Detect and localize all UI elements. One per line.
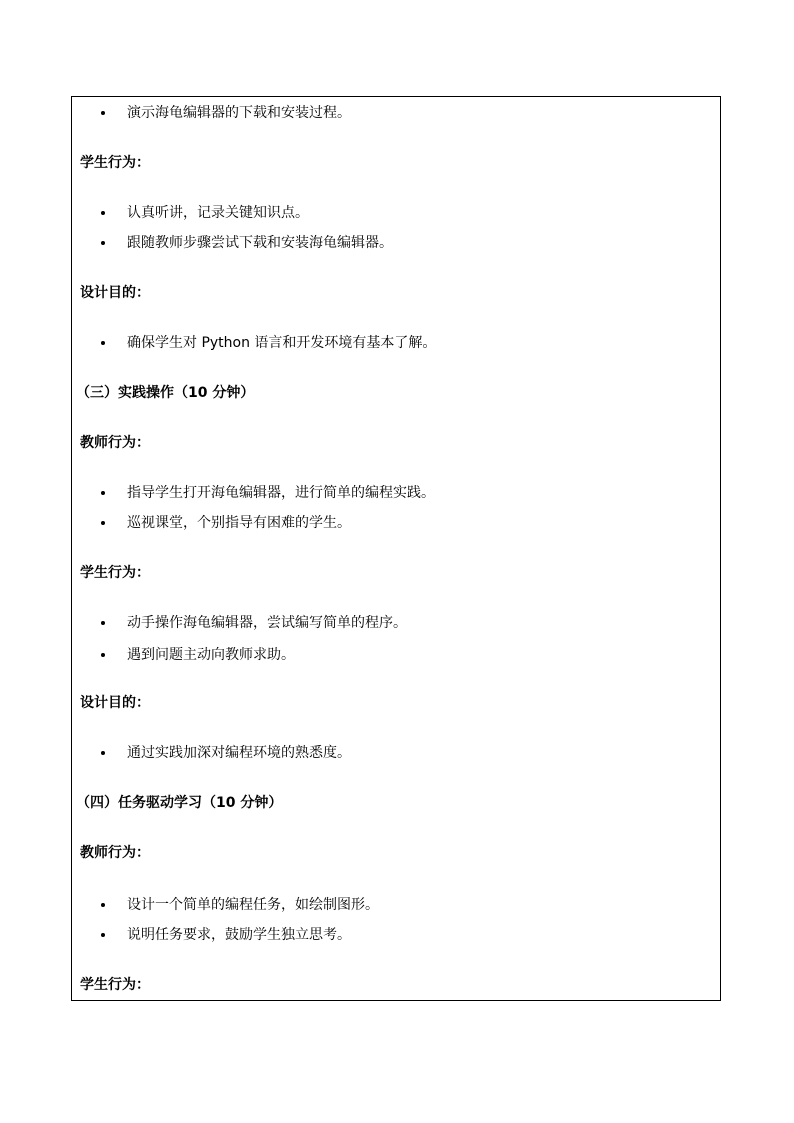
- student-behavior-label: 学生行为：: [80, 155, 150, 171]
- bullet-text: 巡视课堂，个别指导有困难的学生。: [127, 515, 351, 531]
- bullet-text: 动手操作海龟编辑器，尝试编写简单的程序。: [127, 615, 407, 631]
- bullet-text: 指导学生打开海龟编辑器，进行简单的编程实践。: [127, 485, 435, 501]
- bullet-dot: [101, 933, 105, 937]
- section-heading: （三）实践操作（10 分钟）: [76, 385, 255, 401]
- bullet-dot: [101, 521, 105, 525]
- bullet-text: 跟随教师步骤尝试下载和安装海龟编辑器。: [127, 235, 393, 251]
- teacher-behavior-label: 教师行为：: [80, 845, 150, 861]
- bullet-text: 确保学生对 Python 语言和开发环境有基本了解。: [127, 335, 437, 351]
- bullet-text: 演示海龟编辑器的下载和安装过程。: [127, 105, 351, 121]
- bullet-dot: [101, 341, 105, 345]
- student-behavior-label: 学生行为：: [80, 565, 150, 581]
- student-behavior-label: 学生行为：: [80, 977, 150, 993]
- teacher-behavior-label: 教师行为：: [80, 435, 150, 451]
- bullet-dot: [101, 751, 105, 755]
- bullet-text: 遇到问题主动向教师求助。: [127, 647, 295, 663]
- content-table-cell: [71, 96, 721, 1001]
- design-purpose-label: 设计目的：: [80, 695, 150, 711]
- bullet-dot: [101, 211, 105, 215]
- bullet-dot: [101, 241, 105, 245]
- bullet-dot: [101, 491, 105, 495]
- bullet-text: 设计一个简单的编程任务，如绘制图形。: [127, 897, 379, 913]
- bullet-text: 认真听讲，记录关键知识点。: [127, 205, 309, 221]
- bullet-dot: [101, 111, 105, 115]
- bullet-dot: [101, 621, 105, 625]
- design-purpose-label: 设计目的：: [80, 285, 150, 301]
- section-heading: （四）任务驱动学习（10 分钟）: [76, 795, 283, 811]
- bullet-dot: [101, 903, 105, 907]
- bullet-text: 说明任务要求，鼓励学生独立思考。: [127, 927, 351, 943]
- bullet-text: 通过实践加深对编程环境的熟悉度。: [127, 745, 351, 761]
- bullet-dot: [101, 653, 105, 657]
